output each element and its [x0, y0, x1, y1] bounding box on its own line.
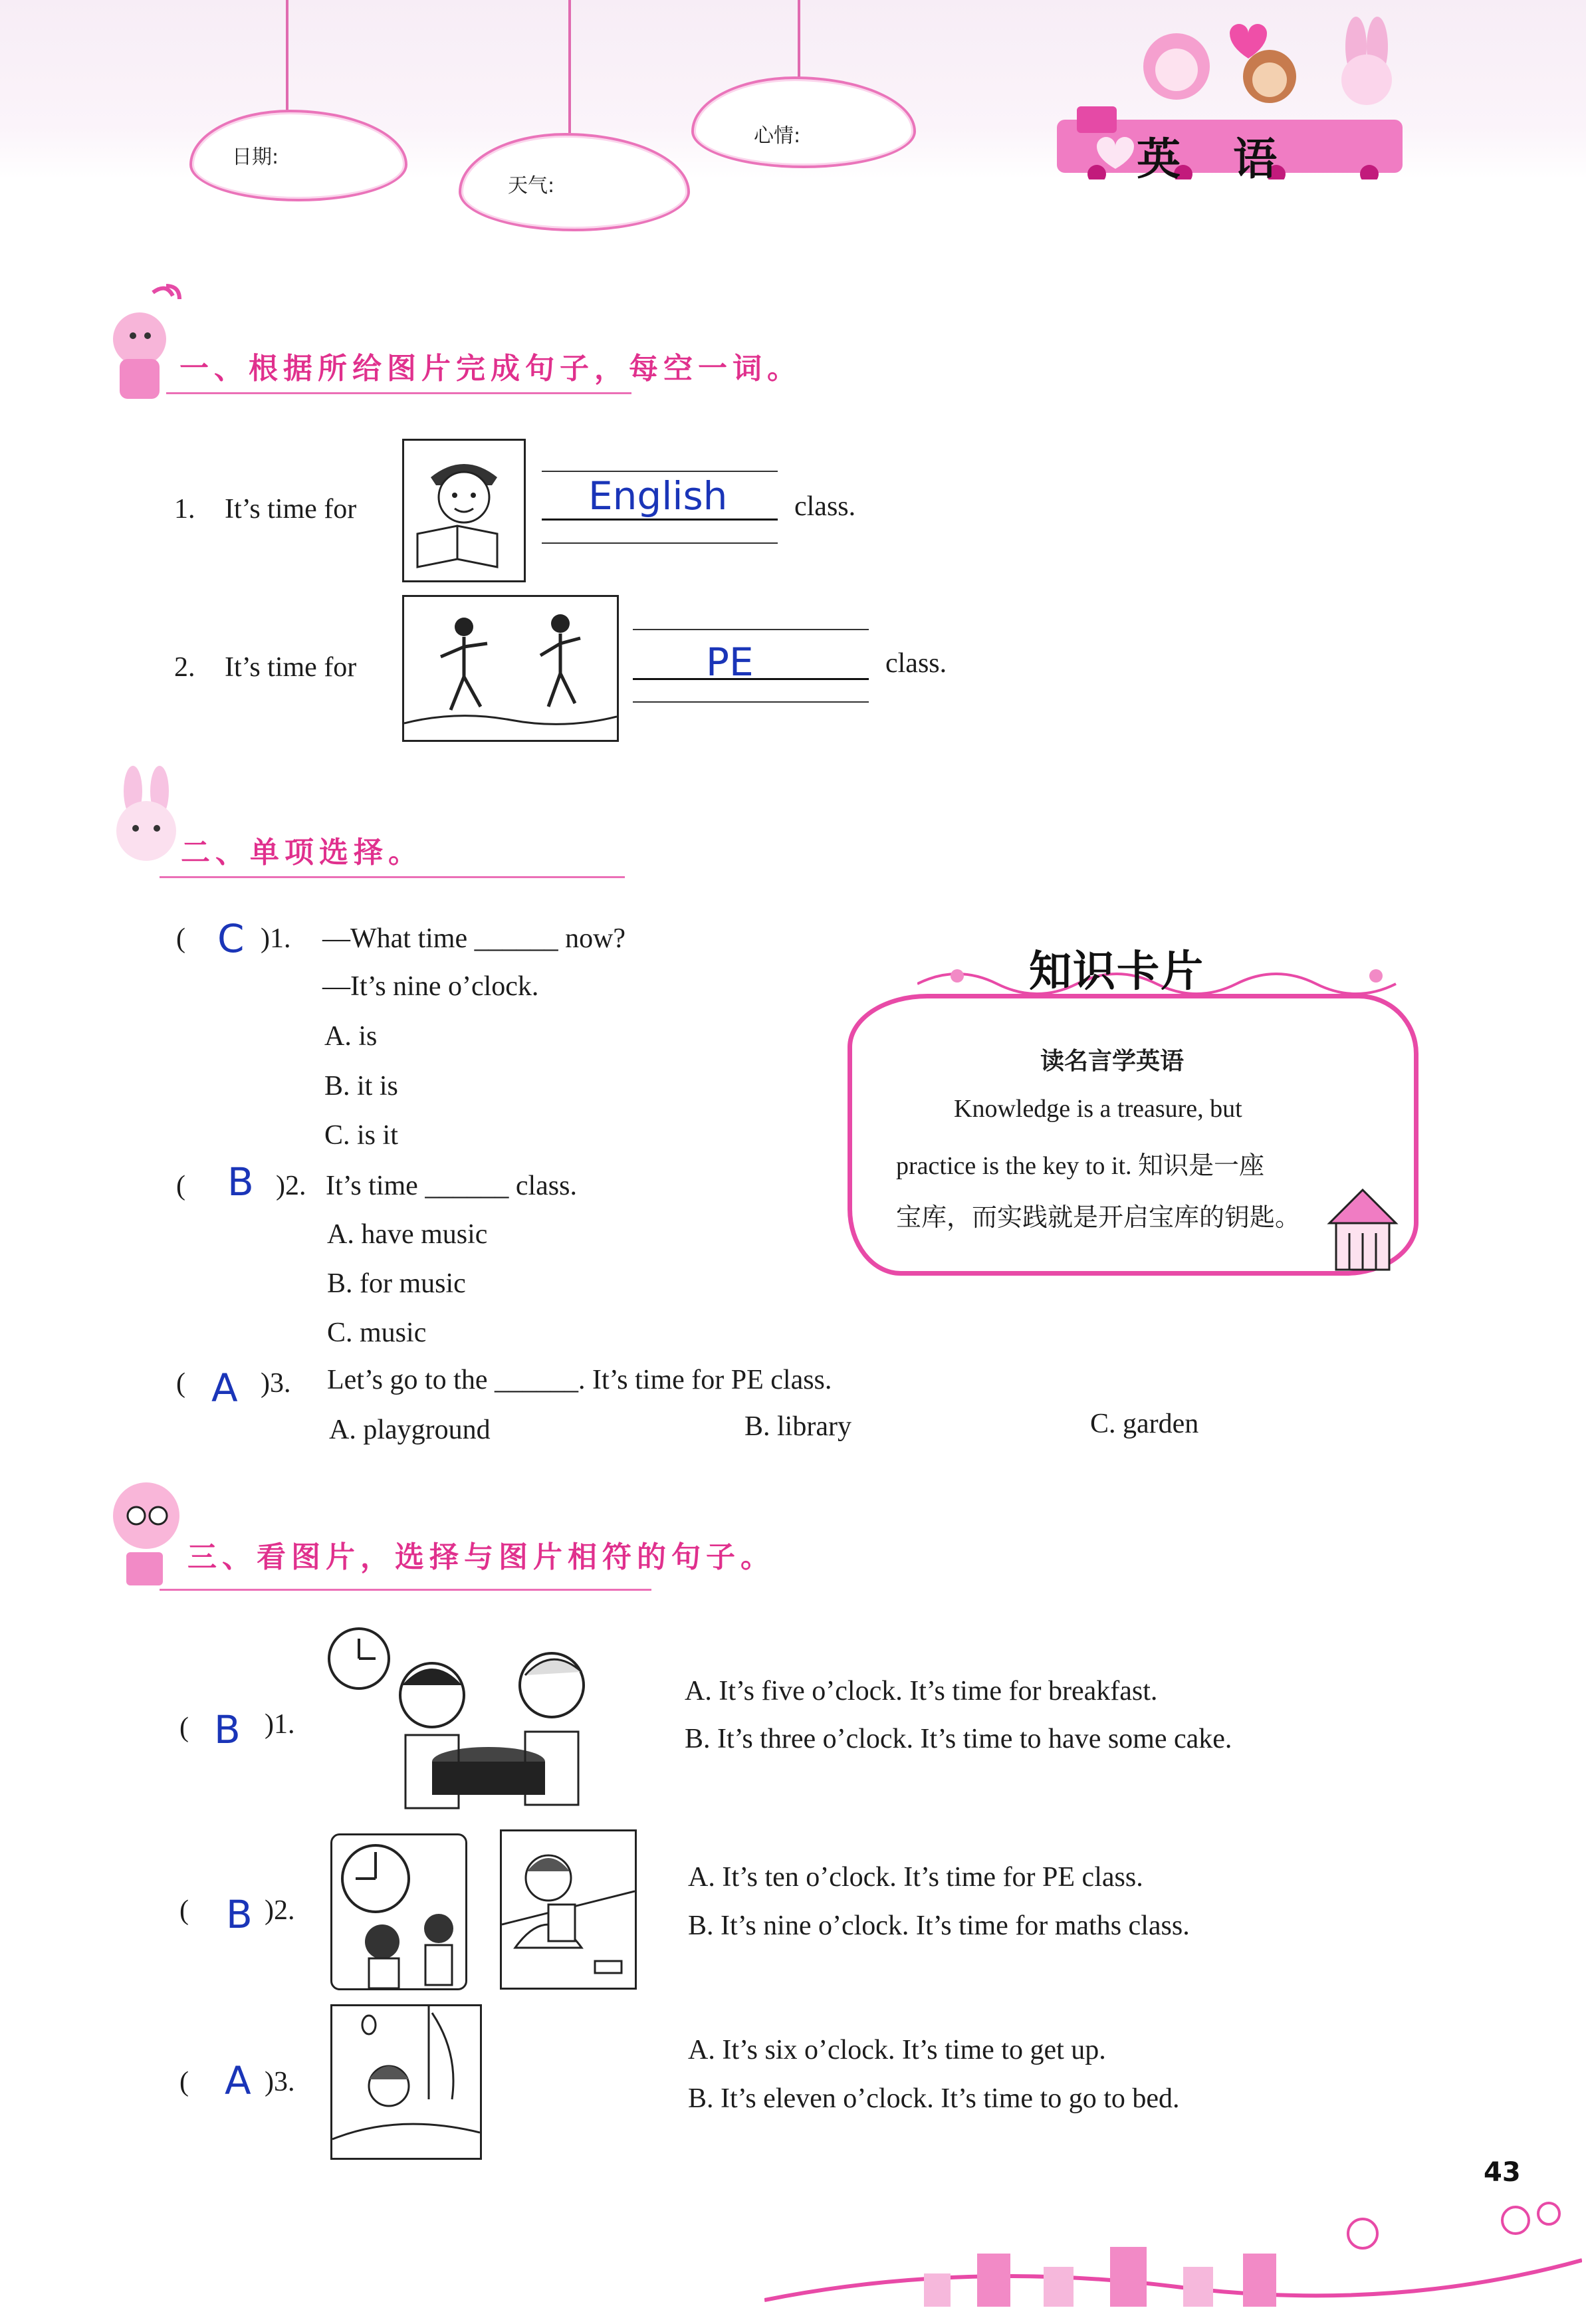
s1-item2-answer[interactable]: PE: [706, 639, 754, 685]
reading-boy-picture: [402, 439, 526, 582]
maths-class-icon: [502, 1831, 635, 1988]
page-number: 43: [1484, 2157, 1521, 2188]
paren-open: (: [179, 1895, 189, 1926]
hanging-rope: [798, 0, 800, 80]
s2-q2-question: It’s time ______ class.: [326, 1171, 577, 1201]
s3-q3-option-a[interactable]: A. It’s six o’clock. It’s time to get up.: [688, 2035, 1106, 2065]
s2-q2-option-c[interactable]: C. music: [327, 1318, 427, 1348]
s1-item1-suffix: class.: [794, 491, 856, 522]
section2-title: 二、单项选择。: [181, 836, 423, 870]
maths-class-picture: [500, 1829, 637, 1990]
s2-q1-line2: —It’s nine o’clock.: [322, 971, 539, 1002]
s2-q3-answer[interactable]: A: [211, 1365, 238, 1411]
running-kids-picture: [402, 595, 619, 742]
s3-q2-option-a[interactable]: A. It’s ten o’clock. It’s time for PE class.: [688, 1862, 1143, 1893]
card-line3: 宝库，而实践就是开启宝库的钥匙。: [896, 1204, 1301, 1232]
s2-q1-option-a[interactable]: A. is: [324, 1021, 378, 1052]
s1-item1-prefix: It’s time for: [225, 494, 357, 524]
writing-line: [633, 629, 869, 630]
s2-q3-question: Let’s go to the ______. It’s time for PE class.: [327, 1365, 832, 1395]
s2-q1-option-b[interactable]: B. it is: [324, 1071, 398, 1102]
getting-up-icon: [332, 2006, 480, 2158]
s2-q2-option-a[interactable]: A. have music: [327, 1219, 488, 1250]
mood-label: 心情:: [754, 124, 801, 148]
hanging-rope: [568, 0, 571, 133]
writing-line: [542, 471, 778, 472]
weather-label: 天气:: [508, 174, 555, 197]
s3-q3-answer[interactable]: A: [225, 2058, 251, 2103]
s1-item2-prefix: It’s time for: [225, 652, 357, 683]
hanging-rope: [286, 0, 288, 113]
writing-line: [542, 542, 778, 544]
s2-q3-number: )3.: [261, 1368, 291, 1399]
s1-item1-number: 1.: [174, 494, 195, 524]
section3-title: 三、看图片，选择与图片相符的句子。: [187, 1540, 775, 1574]
paren-open: (: [179, 2067, 189, 2097]
s2-q3-option-a[interactable]: A. playground: [329, 1415, 491, 1445]
reading-boy-icon: [404, 441, 524, 580]
s3-q2-answer[interactable]: B: [226, 1892, 253, 1937]
s3-q1-option-a[interactable]: A. It’s five o’clock. It’s time for breakfast.: [685, 1676, 1158, 1706]
cartoon-kid-icon: [100, 1469, 206, 1595]
s3-q1-option-b[interactable]: B. It’s three o’clock. It’s time to have some cake.: [685, 1724, 1232, 1754]
s3-q3-number: )3.: [265, 2067, 295, 2097]
birthday-cake-picture: [326, 1622, 631, 1815]
section-divider: [166, 392, 631, 394]
section1-title: 一、根据所给图片完成句子，每空一词。: [179, 352, 802, 386]
card-line2: practice is the key to it. 知识是一座: [896, 1152, 1265, 1180]
subject-title: 英 语: [1137, 134, 1296, 185]
footer-town-decoration: [764, 2174, 1582, 2324]
section-divider: [160, 1589, 651, 1591]
section-divider: [160, 876, 625, 878]
cartoon-characters-icon: [1130, 13, 1409, 113]
getting-up-picture: [330, 2004, 482, 2160]
s3-q2-option-b[interactable]: B. It’s nine o’clock. It’s time for maths class.: [688, 1911, 1190, 1941]
s2-q1-answer[interactable]: C: [217, 916, 245, 961]
writing-baseline: [542, 519, 778, 521]
s2-q1-number: )1.: [261, 923, 291, 954]
s1-item2-number: 2.: [174, 652, 195, 683]
s2-q2-number: )2.: [276, 1171, 306, 1201]
paren-open: (: [176, 1368, 185, 1399]
s1-item1-answer[interactable]: English: [588, 473, 728, 519]
s3-q3-option-b[interactable]: B. It’s eleven o’clock. It’s time to go to bed.: [688, 2083, 1180, 2114]
running-kids-icon: [404, 597, 617, 740]
clock-kids-icon: [332, 1835, 465, 1988]
writing-line: [633, 701, 869, 703]
card-subtitle: 读名言学英语: [1040, 1048, 1185, 1075]
s2-q2-option-b[interactable]: B. for music: [327, 1268, 466, 1299]
s2-q3-option-b[interactable]: B. library: [744, 1411, 851, 1442]
card-title: 知识卡片: [1029, 947, 1204, 996]
paren-open: (: [176, 923, 185, 954]
paren-open: (: [176, 1171, 185, 1201]
paren-open: (: [179, 1712, 189, 1743]
date-label: 日期:: [232, 146, 279, 169]
s3-q1-answer[interactable]: B: [214, 1707, 241, 1752]
s3-q2-number: )2.: [265, 1895, 295, 1926]
s2-q1-option-c[interactable]: C. is it: [324, 1120, 398, 1151]
s2-q2-answer[interactable]: B: [227, 1159, 254, 1205]
clock-kids-picture: [330, 1833, 467, 1990]
house-icon: [1323, 1183, 1403, 1283]
s2-q1-question: —What time ______ now?: [322, 923, 626, 954]
s1-item2-suffix: class.: [885, 648, 947, 679]
s2-q3-option-c[interactable]: C. garden: [1090, 1409, 1199, 1439]
s3-q1-number: )1.: [265, 1709, 295, 1740]
card-line1: Knowledge is a treasure, but: [954, 1095, 1242, 1123]
